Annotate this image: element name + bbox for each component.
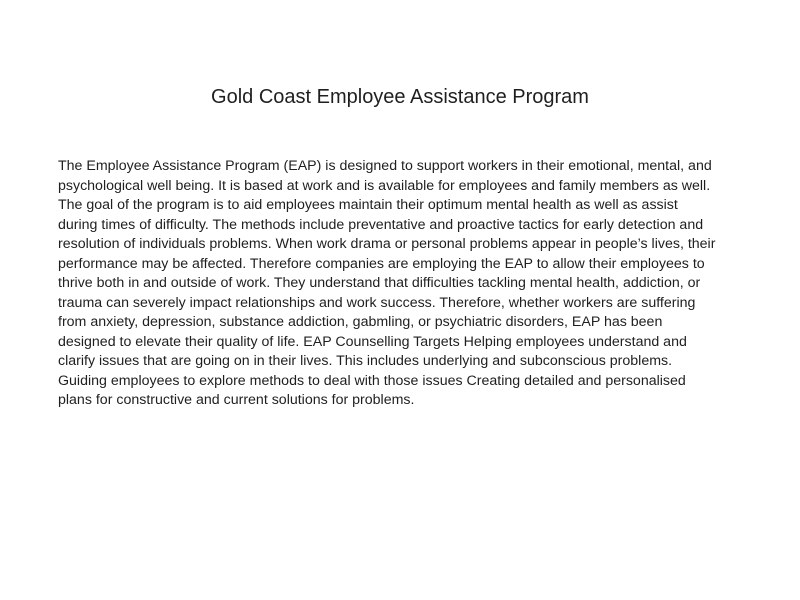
page-title: Gold Coast Employee Assistance Program [211, 86, 589, 108]
body-paragraph: The Employee Assistance Program (EAP) is designed to support workers in their emotional, mental, and psychological well being. It is based at work and is available for employees and family members as well. The goal of the program is to aid employees maintain their optimum mental health as well as assist during times of difficulty. The methods include preventative and proactive tactics for early detection and resolution of individuals problems. When work drama or personal problems appear in people’s lives, their performance may be affected. Therefore companies are employing the EAP to allow their employees to thrive both in and outside of work. They understand that difficulties tackling mental health, addiction, or trauma can severely impact relationships and work success. Therefore, whether workers are suffering from anxiety, depression, substance addiction, gabmling, or psychiatric disorders, EAP has been designed to elevate their quality of life. EAP Counselling Targets Helping employees understand and clarify issues that are going on in their lives. This includes underlying and subconscious problems. Guiding employees to explore methods to deal with those issues Creating detailed and personalised plans for constructive and current solutions for problems. [58, 158, 716, 408]
